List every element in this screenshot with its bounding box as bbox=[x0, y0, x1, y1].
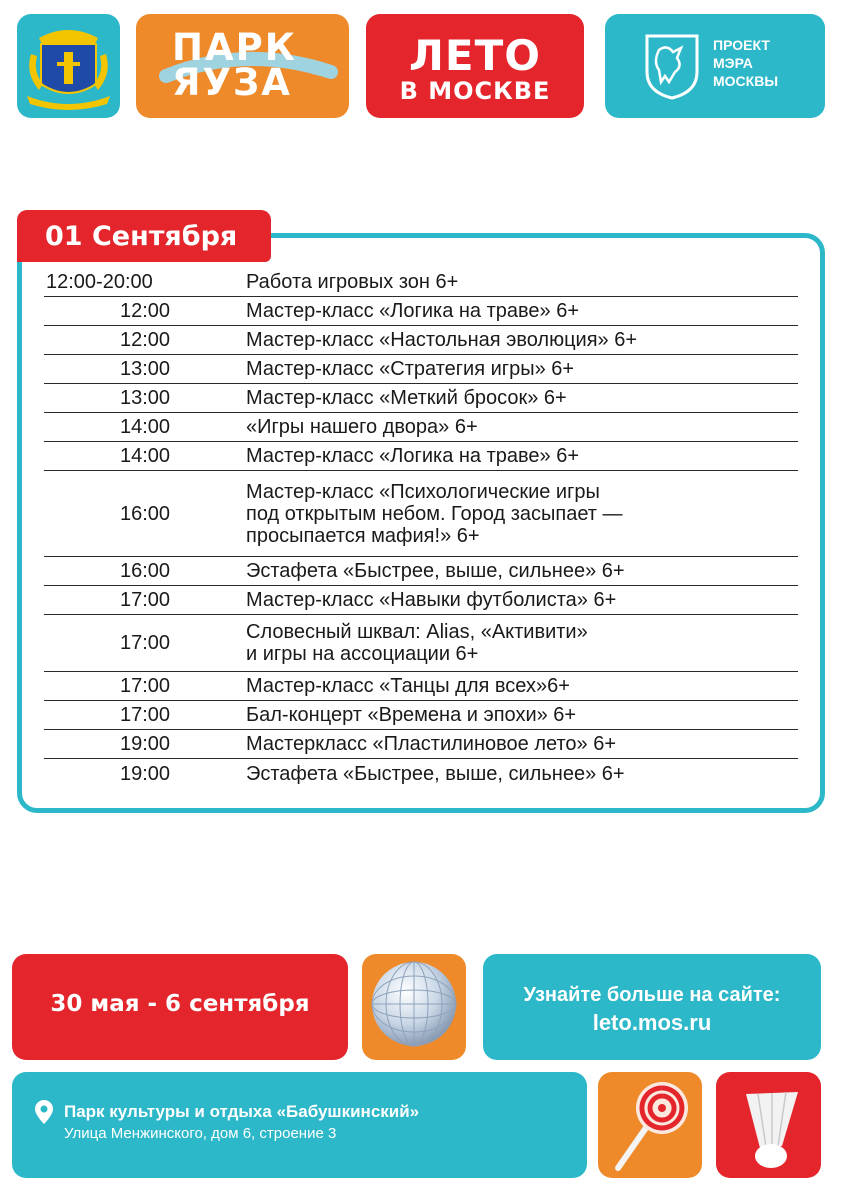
schedule-event-line: Мастер-класс «Танцы для всех»6+ bbox=[246, 675, 570, 697]
schedule-row bbox=[44, 615, 798, 672]
website-label: Узнайте больше на сайте: bbox=[523, 984, 781, 1006]
schedule-event-line: «Игры нашего двора» 6+ bbox=[246, 416, 478, 438]
mayor-logo-line3: МОСКВЫ bbox=[713, 73, 779, 89]
shuttlecock-tile bbox=[716, 1072, 821, 1178]
schedule-event-line: Мастер-класс «Меткий бросок» 6+ bbox=[246, 387, 567, 409]
schedule-time: 17:00 bbox=[119, 632, 171, 654]
schedule-date-tab bbox=[17, 210, 271, 262]
mayor-logo-line1: ПРОЕКТ bbox=[713, 37, 770, 53]
schedule-time: 14:00 bbox=[119, 445, 171, 467]
schedule-time: 19:00 bbox=[119, 762, 171, 785]
schedule-event bbox=[246, 759, 798, 788]
shuttlecock-icon bbox=[716, 1072, 821, 1178]
schedule-time: 13:00 bbox=[119, 387, 171, 409]
schedule-time: 19:00 bbox=[119, 733, 171, 755]
schedule-event bbox=[246, 586, 798, 614]
disco-ball-tile bbox=[362, 954, 466, 1060]
schedule-event-line: Мастер-класс «Логика на траве» 6+ bbox=[246, 445, 580, 467]
schedule-time: 17:00 bbox=[119, 589, 171, 611]
park-logo-text bbox=[172, 26, 297, 104]
website-link[interactable]: leto.mos.ru bbox=[592, 1010, 712, 1035]
mayor-logo-line2: МЭРА bbox=[713, 55, 753, 71]
schedule-event-line: Словесный шквал: Alias, «Активити» bbox=[246, 621, 588, 643]
schedule-time: 14:00 bbox=[119, 416, 171, 438]
lollipop-tile bbox=[598, 1072, 702, 1178]
park-logo-line1: ПАРК bbox=[172, 26, 297, 69]
schedule-row bbox=[44, 730, 798, 759]
place-name: Парк культуры и отдыха «Бабушкинский» bbox=[64, 1102, 420, 1121]
disco-ball-icon bbox=[362, 954, 466, 1060]
schedule-event-line: Эстафета «Быстрее, выше, сильнее» 6+ bbox=[246, 560, 625, 582]
schedule-time: 12:00 bbox=[119, 300, 171, 322]
schedule-event bbox=[246, 615, 798, 671]
schedule-time: 17:00 bbox=[119, 704, 171, 726]
schedule-row bbox=[44, 326, 798, 355]
website-tile bbox=[483, 954, 821, 1060]
schedule-event-line: Мастер-класс «Психологические игры bbox=[246, 480, 600, 503]
schedule-event-line: и игры на ассоциации 6+ bbox=[246, 643, 479, 665]
schedule-event-line: Мастер-класс «Настольная эволюция» 6+ bbox=[246, 329, 638, 351]
schedule-event-line: Бал-концерт «Времена и эпохи» 6+ bbox=[246, 704, 577, 726]
schedule-event bbox=[246, 701, 798, 729]
festival-dates-tile bbox=[12, 954, 348, 1060]
schedule-event bbox=[246, 326, 798, 354]
festival-dates: 30 мая - 6 сентября bbox=[50, 991, 310, 1017]
schedule-event-line: Эстафета «Быстрее, выше, сильнее» 6+ bbox=[246, 762, 625, 785]
mayor-project-logo bbox=[605, 14, 825, 118]
schedule-date: 01 Сентября bbox=[45, 221, 238, 252]
schedule-row bbox=[44, 557, 798, 586]
schedule-time: 16:00 bbox=[119, 502, 171, 525]
schedule-event-line: Мастер-класс «Навыки футболиста» 6+ bbox=[246, 589, 617, 611]
schedule-table bbox=[44, 268, 798, 788]
schedule-row bbox=[44, 672, 798, 701]
schedule-event bbox=[246, 413, 798, 441]
mayor-logo-text bbox=[713, 36, 778, 90]
schedule-time: 13:00 bbox=[119, 358, 171, 380]
park-logo-line2: ЯУЗА bbox=[172, 61, 292, 104]
schedule-row bbox=[44, 413, 798, 442]
schedule-event bbox=[246, 355, 798, 383]
district-emblem-tile bbox=[17, 14, 120, 118]
schedule-event-line: Мастер-класс «Логика на траве» 6+ bbox=[246, 300, 580, 322]
schedule-time: 12:00-20:00 bbox=[46, 271, 153, 293]
schedule-event bbox=[246, 268, 798, 296]
moscow-emblem-icon bbox=[643, 32, 701, 100]
district-emblem-icon bbox=[17, 14, 120, 118]
park-yauza-logo bbox=[136, 14, 349, 118]
schedule-time: 12:00 bbox=[119, 329, 171, 351]
summer-logo-line2: В МОСКВЕ bbox=[399, 77, 551, 105]
summer-in-moscow-logo bbox=[366, 14, 584, 118]
lollipop-icon bbox=[598, 1072, 702, 1178]
schedule-row bbox=[44, 297, 798, 326]
schedule-event-line: Работа игровых зон 6+ bbox=[246, 271, 459, 293]
schedule-event bbox=[246, 471, 798, 556]
place-address: Улица Менжинского, дом 6, строение 3 bbox=[64, 1125, 337, 1142]
schedule-event-line: Мастеркласс «Пластилиновое лето» 6+ bbox=[246, 733, 617, 755]
schedule-event-line: Мастер-класс «Стратегия игры» 6+ bbox=[246, 358, 575, 380]
schedule-row bbox=[44, 355, 798, 384]
schedule-event bbox=[246, 297, 798, 325]
schedule-event-line: просыпается мафия!» 6+ bbox=[246, 524, 480, 547]
schedule-event bbox=[246, 730, 798, 758]
schedule-event bbox=[246, 557, 798, 585]
schedule-time: 17:00 bbox=[119, 675, 171, 697]
schedule-row bbox=[44, 701, 798, 730]
schedule-row bbox=[44, 759, 798, 788]
schedule-row bbox=[44, 442, 798, 471]
schedule-row bbox=[44, 384, 798, 413]
summer-logo-line1: ЛЕТО bbox=[409, 31, 541, 80]
schedule-row bbox=[44, 268, 798, 297]
schedule-event bbox=[246, 672, 798, 700]
schedule-row bbox=[44, 471, 798, 557]
schedule-event bbox=[246, 442, 798, 470]
schedule-time: 16:00 bbox=[119, 560, 171, 582]
location-pin-icon bbox=[35, 1100, 53, 1124]
schedule-event bbox=[246, 384, 798, 412]
summer-logo-text bbox=[366, 31, 584, 105]
address-tile bbox=[12, 1072, 587, 1178]
schedule-row bbox=[44, 586, 798, 615]
schedule-event-line: под открытым небом. Город засыпает — bbox=[246, 502, 623, 525]
